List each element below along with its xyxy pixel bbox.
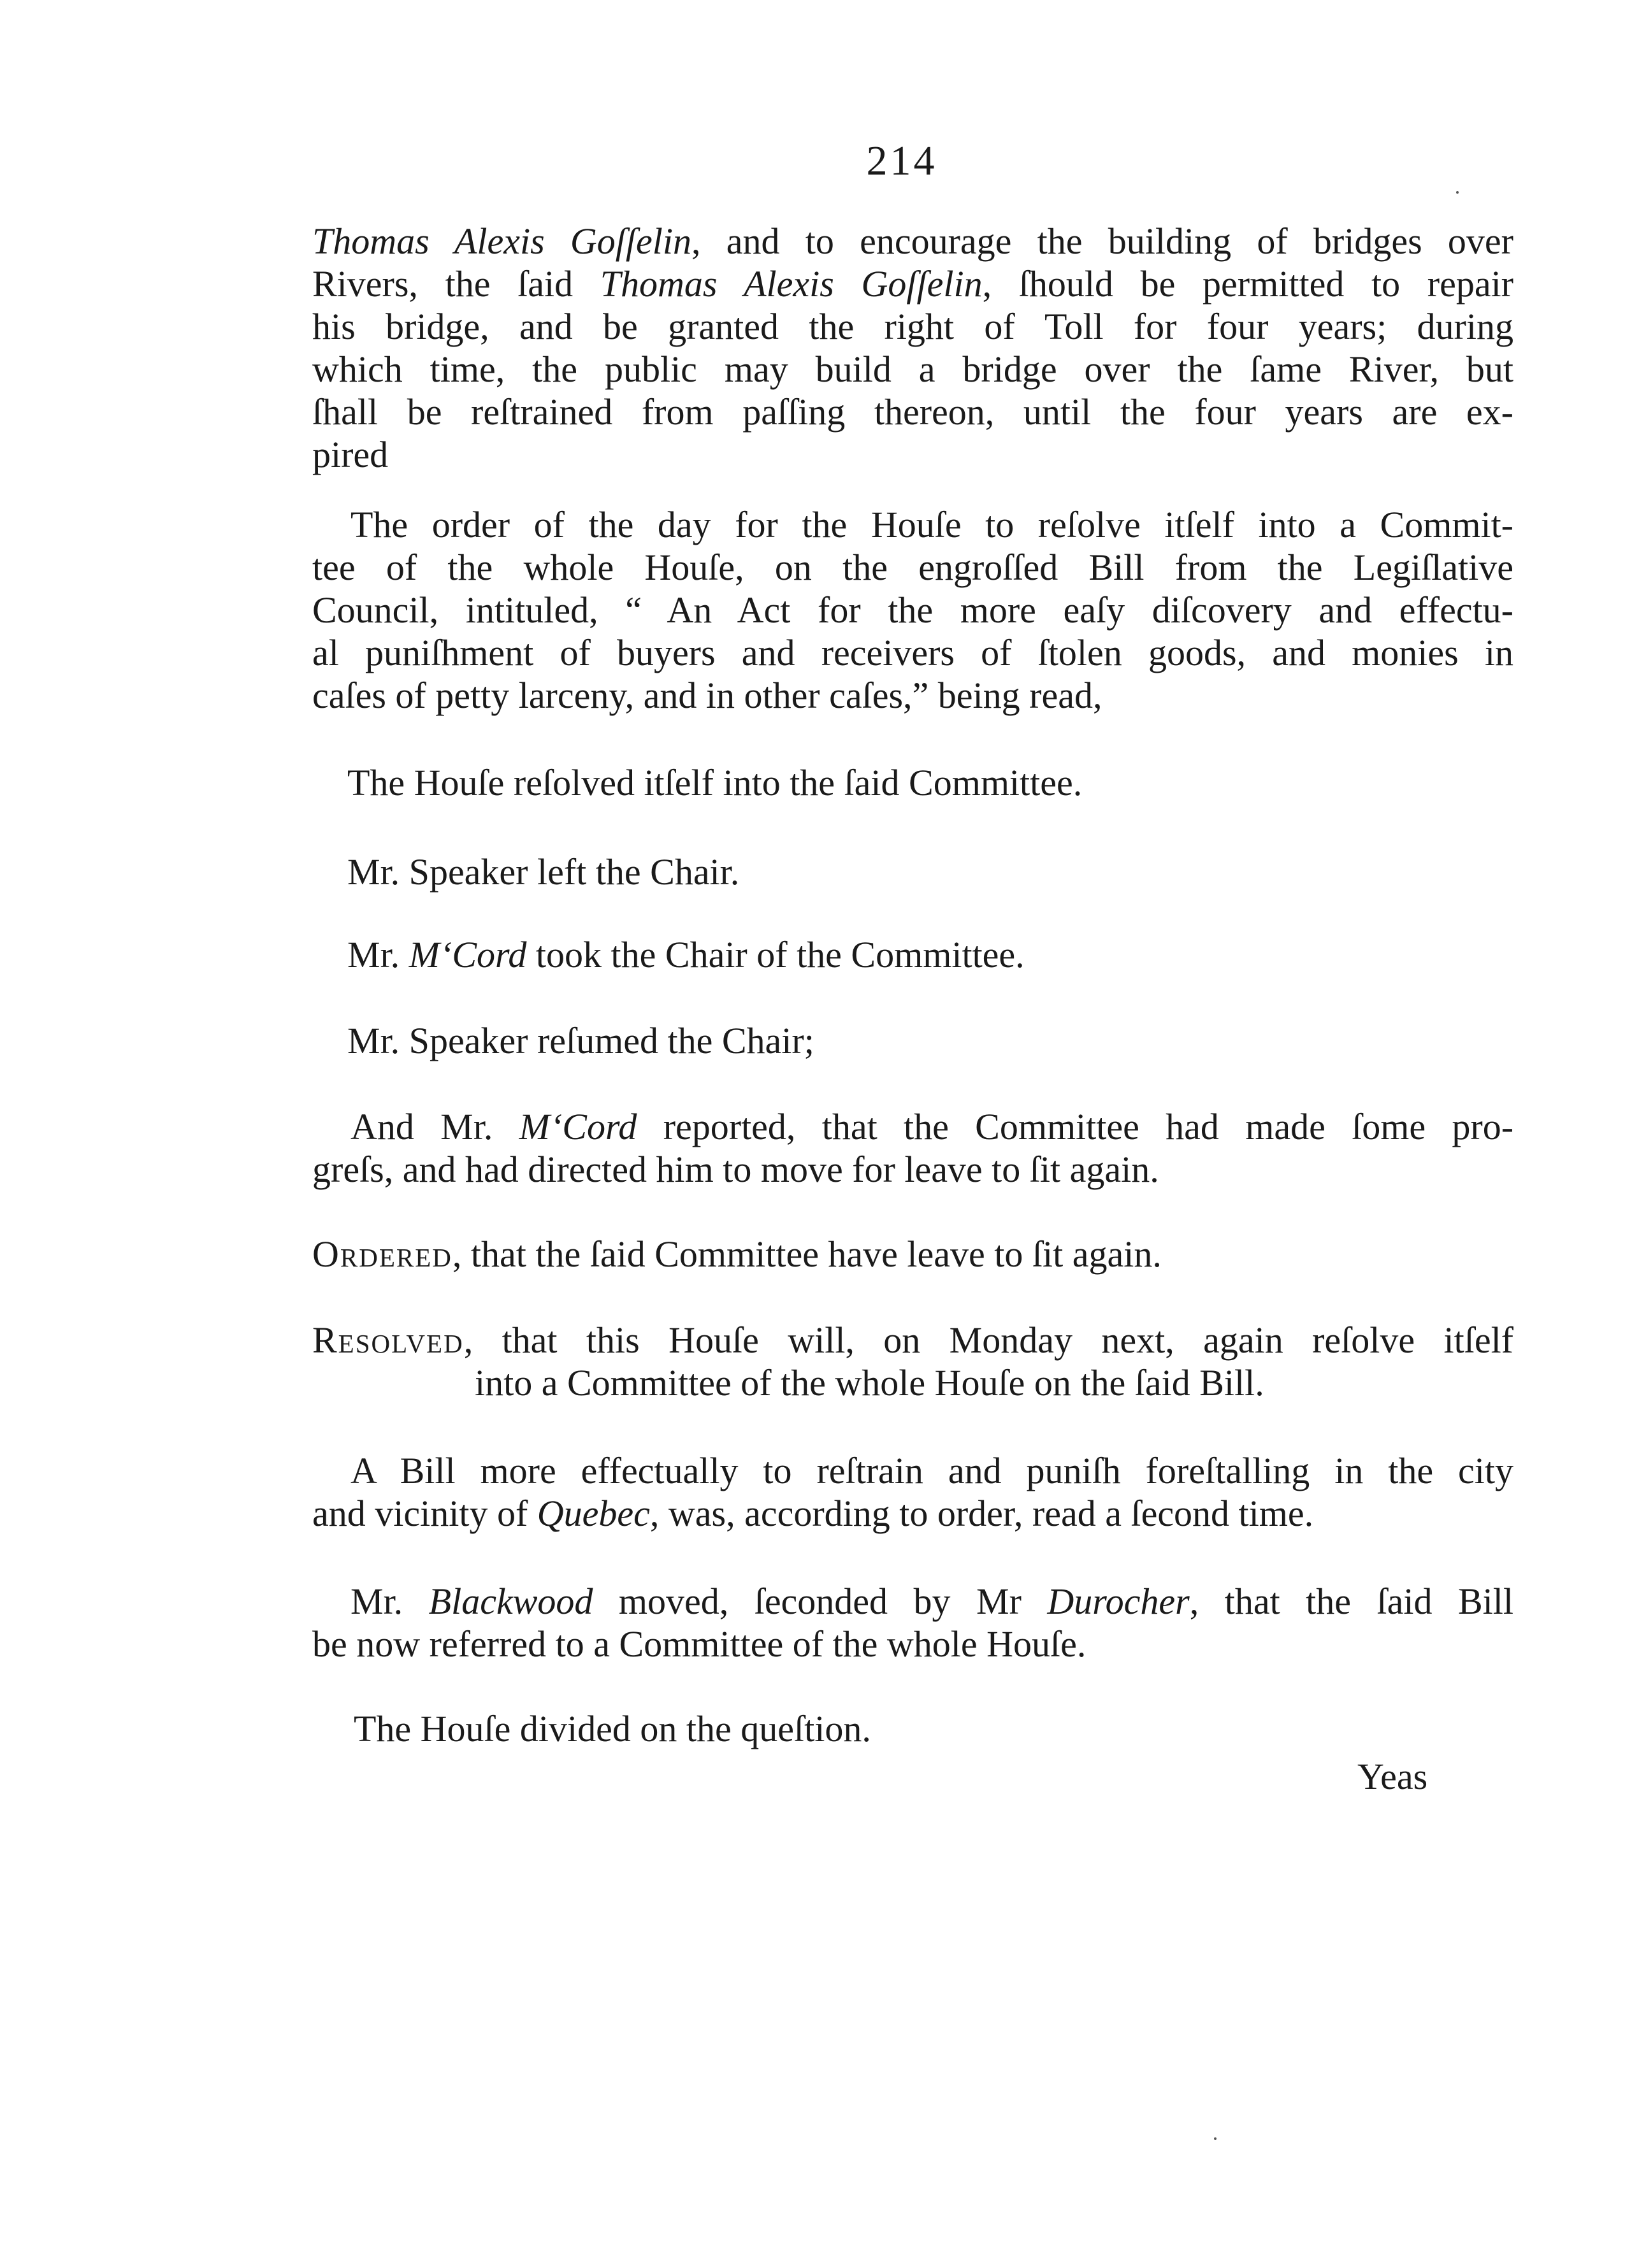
text-run: A Bill more effectually to reſtrain and puniſh foreſtalling in the city: [350, 1450, 1513, 1491]
paragraph-house-divided: [354, 1707, 1552, 1750]
text-line: [312, 220, 1513, 262]
paragraph-speaker-resumed: [347, 1019, 1545, 1062]
text-line: [312, 1449, 1513, 1492]
paragraph-house-resolved: [347, 761, 1545, 804]
text-run: pired: [312, 434, 389, 475]
page-number: 214: [866, 138, 937, 184]
paragraph-order-of-the-day: [312, 503, 1513, 717]
paragraph-toll-bridge: [312, 220, 1513, 476]
text-run: Council, intituled, “ An Act for the more eaſy diſcovery and effectu-: [312, 589, 1513, 631]
text-line: [354, 1707, 1552, 1750]
italic-name: Thomas Alexis Goſſelin: [312, 220, 691, 262]
text-line: [312, 546, 1513, 589]
italic-name: Blackwood: [428, 1581, 593, 1622]
text-run: ſhall be reſtrained from paſſing thereon, until the four years are ex-: [312, 391, 1513, 433]
text-run: al puniſhment of buyers and receivers of ſtolen goods, and monies in: [312, 632, 1513, 673]
text-run: And Mr.: [350, 1106, 519, 1147]
text-line: [347, 933, 1545, 976]
text-run: and vicinity of: [312, 1493, 537, 1534]
text-line: [312, 1148, 1513, 1191]
paragraph-blackwood-motion: [312, 1580, 1513, 1665]
text-line: [312, 674, 1513, 717]
text-line: [312, 1233, 1510, 1275]
text-line: [312, 1492, 1513, 1535]
text-run: Rivers, the ſaid: [312, 263, 600, 305]
text-run: Mr. Speaker left the Chair.: [347, 851, 740, 893]
text-line: [312, 305, 1513, 348]
text-run: tee of the whole Houſe, on the engroſſed Bill from the Legiſlative: [312, 547, 1513, 588]
text-run: Mr.: [350, 1581, 429, 1622]
text-run: moved, ſeconded by Mr: [593, 1581, 1048, 1622]
text-line: [312, 348, 1513, 391]
print-speck: [1456, 191, 1459, 194]
text-line: [312, 391, 1513, 433]
text-line: [312, 262, 1513, 305]
text-run: took the Chair of the Committee.: [526, 934, 1025, 975]
text-run: The order of the day for the Houſe to reſolve itſelf into a Commit-: [350, 504, 1513, 545]
italic-name: Thomas Alexis Goſſelin: [600, 263, 983, 305]
text-run: , ſhould be permitted to repair: [982, 263, 1513, 305]
text-line: [312, 631, 1513, 674]
text-line: [312, 1580, 1513, 1623]
italic-name: Quebec: [537, 1493, 650, 1534]
text-run: , and to encourage the building of bridges over: [691, 220, 1513, 262]
text-line: [347, 850, 1545, 893]
text-run: his bridge, and be granted the right of Toll for four years; during: [312, 306, 1513, 347]
text-line: [312, 1319, 1513, 1361]
paragraph-bill-forestalling: [312, 1449, 1513, 1535]
paragraph-speaker-left: [347, 850, 1545, 893]
text-run: The Houſe divided on the queſtion.: [354, 1708, 871, 1749]
paragraph-committee-report: [312, 1105, 1513, 1191]
text-line: [312, 1623, 1513, 1665]
text-line: [312, 1105, 1513, 1148]
paragraph-resolved: [312, 1319, 1513, 1404]
text-run: be now referred to a Committee of the whole Houſe.: [312, 1623, 1087, 1665]
text-run: , was, according to order, read a ſecond time.: [649, 1493, 1314, 1534]
catchword: Yeas: [1357, 1756, 1428, 1797]
text-run: The Houſe reſolved itſelf into the ſaid Committee.: [347, 762, 1083, 803]
print-speck: [1214, 2137, 1217, 2140]
text-run: reported, that the Committee had made ſome pro-: [637, 1106, 1514, 1147]
paragraph-ordered: [312, 1233, 1510, 1275]
text-run: Mr. Speaker reſumed the Chair;: [347, 1020, 814, 1061]
text-run: which time, the public may build a bridge over the ſame River, but: [312, 348, 1513, 390]
text-line: [312, 433, 1513, 476]
text-run: , that the ſaid Bill: [1189, 1581, 1513, 1622]
text-line: [312, 1361, 1513, 1404]
text-run: , that the ſaid Committee have leave to ſit again.: [452, 1233, 1162, 1275]
text-line: [347, 1019, 1545, 1062]
small-caps-word: Ordered: [312, 1233, 452, 1275]
text-run: caſes of petty larceny, and in other caſes,” being read,: [312, 675, 1102, 716]
text-line: [312, 589, 1513, 631]
text-line: [312, 503, 1513, 546]
small-caps-word: Resolved: [312, 1319, 464, 1361]
text-run: into a Committee of the whole Houſe on the ſaid Bill.: [475, 1362, 1264, 1403]
text-run: Mr.: [347, 934, 409, 975]
text-run: greſs, and had directed him to move for leave to ſit again.: [312, 1149, 1159, 1190]
text-run: , that this Houſe will, on Monday next, again reſolve itſelf: [463, 1319, 1513, 1361]
italic-name: M‘Cord: [408, 934, 527, 975]
text-line: [347, 761, 1545, 804]
italic-name: M‘Cord: [519, 1106, 637, 1147]
paragraph-mccord-chair: [347, 933, 1545, 976]
italic-name: Durocher: [1047, 1581, 1190, 1622]
